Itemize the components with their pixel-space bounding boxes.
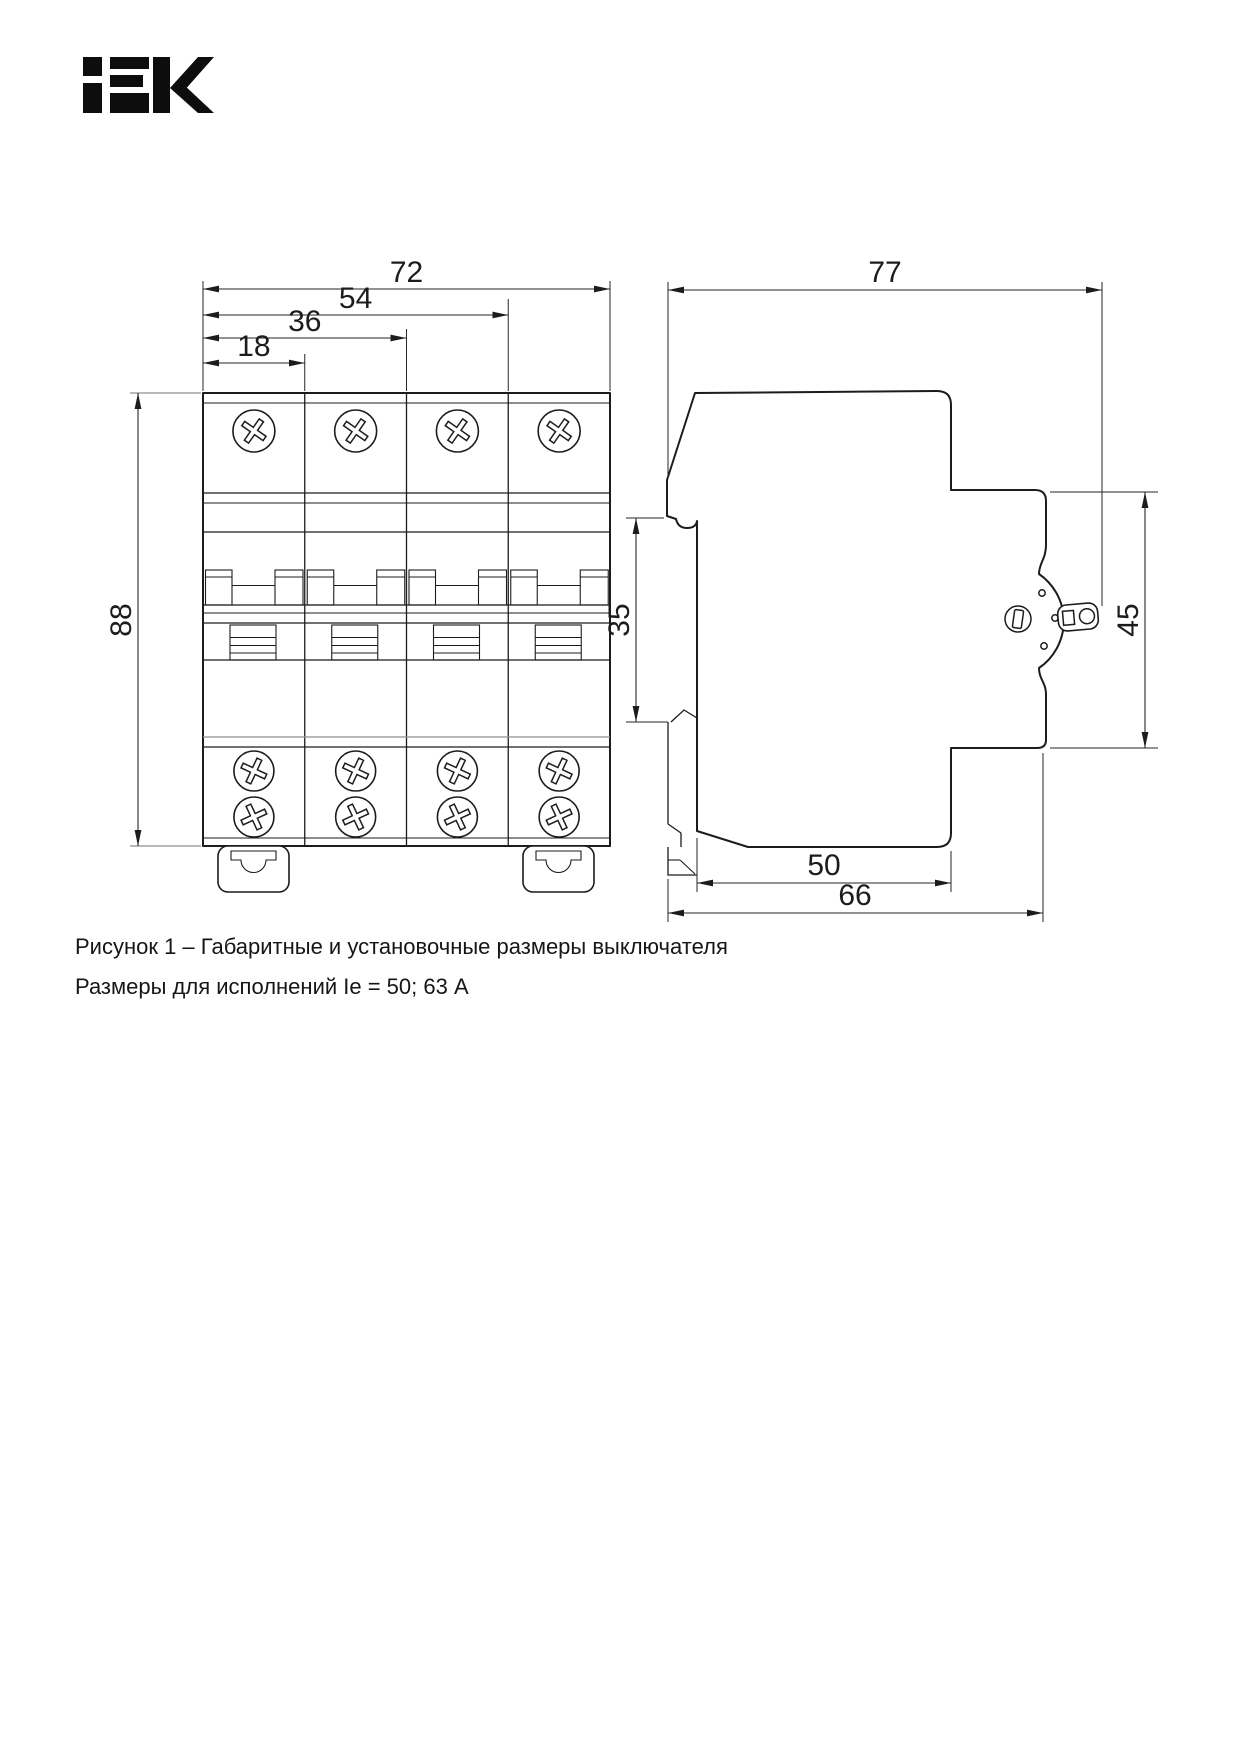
dim-front-45 (1112, 492, 1145, 748)
side-view-drawing (603, 256, 1158, 922)
din-rail-clip-side (668, 710, 697, 875)
dim-width-36 (203, 305, 407, 338)
terminal-screw-bottom-2 (539, 797, 579, 837)
terminal-screw-bottom-1 (336, 751, 376, 791)
dim-label-88: 88 (105, 603, 138, 637)
dim-label-50: 50 (807, 849, 841, 882)
dim-width-54 (203, 282, 508, 315)
figure-caption-line2: Размеры для исполнений Ie = 50; 63 А (75, 974, 469, 999)
dim-width-72 (203, 256, 610, 289)
dim-height-88 (105, 393, 138, 846)
dim-label-66: 66 (838, 879, 872, 912)
dim-label-77: 77 (868, 256, 902, 289)
iek-logo (83, 57, 214, 113)
din-rail-clips-front (218, 846, 594, 892)
dim-label-35: 35 (603, 603, 636, 637)
terminal-screw-bottom-2 (234, 797, 274, 837)
figure-caption-line1: Рисунок 1 – Габаритные и установочные размеры выключателя (75, 934, 728, 959)
terminal-screw-top (436, 410, 478, 452)
terminal-screw-top (538, 410, 580, 452)
terminal-screw-bottom-2 (336, 797, 376, 837)
dim-label-36: 36 (288, 305, 322, 338)
terminal-screw-bottom-1 (539, 751, 579, 791)
figure-caption (75, 934, 728, 999)
terminal-screw-bottom-1 (234, 751, 274, 791)
front-view-drawing (105, 256, 610, 892)
terminal-screw-top (335, 410, 377, 452)
dim-depth-77 (668, 256, 1102, 290)
terminal-screw-bottom-1 (437, 751, 477, 791)
terminal-screw-bottom-2 (437, 797, 477, 837)
dim-base-50 (697, 849, 951, 883)
dim-label-54: 54 (338, 282, 373, 315)
dim-label-45: 45 (1112, 603, 1145, 637)
side-body (667, 391, 1064, 847)
terminal-screw-top (233, 410, 275, 452)
dim-lower-66 (668, 879, 1043, 913)
toggle-lever (1057, 602, 1099, 631)
dim-label-72: 72 (389, 256, 424, 289)
dim-label-18: 18 (237, 330, 271, 363)
